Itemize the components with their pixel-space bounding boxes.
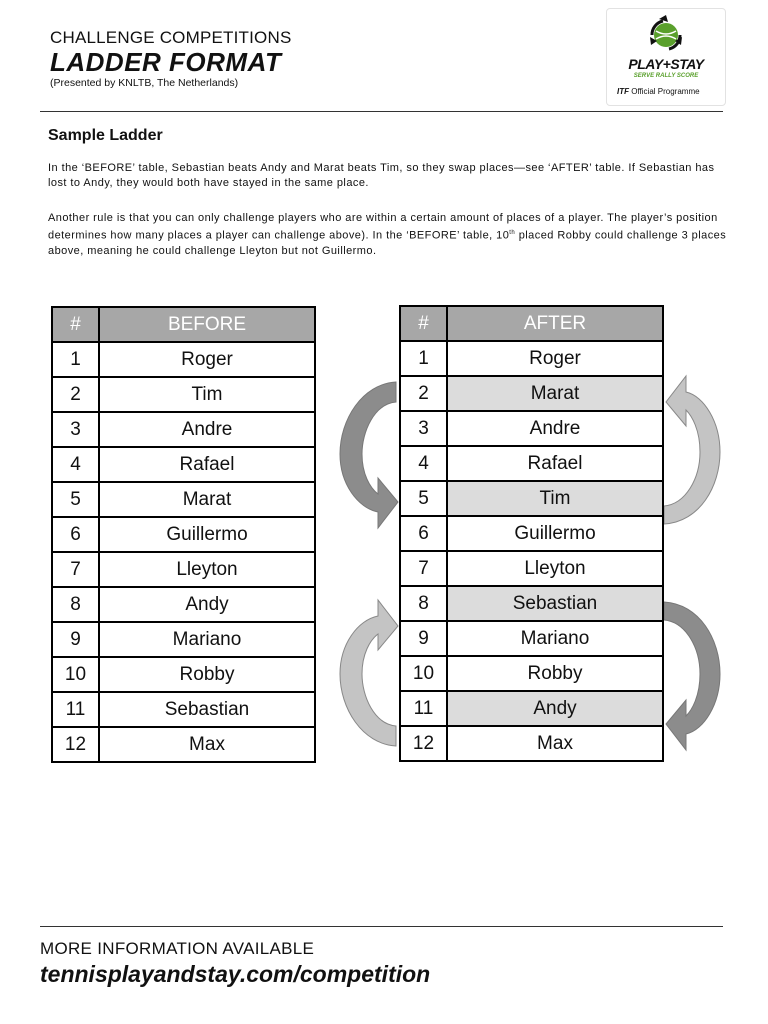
page-title: LADDER FORMAT xyxy=(50,47,282,77)
footer-url-link[interactable]: tennisplayandstay.com/competition xyxy=(40,961,431,987)
table-row xyxy=(52,447,315,482)
rank-cell: 10 xyxy=(52,657,99,692)
player-cell: Tim xyxy=(447,481,663,516)
player-cell: Max xyxy=(447,726,663,761)
player-cell: Marat xyxy=(447,376,663,411)
itf-official-programme xyxy=(617,87,700,96)
rank-cell: 8 xyxy=(52,587,99,622)
table-row xyxy=(52,482,315,517)
table-row xyxy=(400,691,663,726)
rank-cell: 4 xyxy=(400,446,447,481)
player-cell: Mariano xyxy=(99,622,315,657)
table-row xyxy=(52,622,315,657)
after-title-header: AFTER xyxy=(447,306,663,341)
rank-cell: 7 xyxy=(400,551,447,586)
table-row xyxy=(400,586,663,621)
table-row xyxy=(400,376,663,411)
table-row xyxy=(400,516,663,551)
swap-arrow-sebastian-up-icon xyxy=(338,588,400,748)
after-rank-header: # xyxy=(400,306,447,341)
rank-cell: 12 xyxy=(52,727,99,762)
rank-cell: 12 xyxy=(400,726,447,761)
table-row xyxy=(400,656,663,691)
player-cell: Sebastian xyxy=(447,586,663,621)
rank-cell: 9 xyxy=(400,621,447,656)
rank-cell: 8 xyxy=(400,586,447,621)
table-row xyxy=(52,587,315,622)
table-row xyxy=(52,552,315,587)
section-title: Sample Ladder xyxy=(48,127,163,144)
itf-mark: ITF xyxy=(617,87,629,96)
swap-arrow-marat-down-icon xyxy=(338,380,400,540)
presented-by: (Presented by KNLTB, The Netherlands) xyxy=(50,77,239,89)
rank-cell: 4 xyxy=(52,447,99,482)
table-row xyxy=(52,342,315,377)
player-cell: Andre xyxy=(447,411,663,446)
rank-cell: 1 xyxy=(400,341,447,376)
table-row xyxy=(52,657,315,692)
official-programme-label: Official Programme xyxy=(631,87,700,96)
rank-cell: 3 xyxy=(400,411,447,446)
rank-cell: 9 xyxy=(52,622,99,657)
rank-cell: 3 xyxy=(52,412,99,447)
player-cell: Guillermo xyxy=(99,517,315,552)
paragraph-challenge-rule xyxy=(48,211,728,259)
rank-cell: 11 xyxy=(52,692,99,727)
table-row xyxy=(400,726,663,761)
player-cell: Rafael xyxy=(99,447,315,482)
table-row xyxy=(400,551,663,586)
after-header-row xyxy=(400,306,663,341)
table-row xyxy=(52,692,315,727)
player-cell: Max xyxy=(99,727,315,762)
footer-divider xyxy=(40,926,723,927)
player-cell: Andy xyxy=(447,691,663,726)
player-cell: Marat xyxy=(99,482,315,517)
table-row xyxy=(400,411,663,446)
tennis-ball-arrows-icon xyxy=(607,9,725,59)
table-row xyxy=(400,621,663,656)
player-cell: Lleyton xyxy=(99,552,315,587)
player-cell: Robby xyxy=(447,656,663,691)
player-cell: Mariano xyxy=(447,621,663,656)
player-cell: Tim xyxy=(99,377,315,412)
rank-cell: 10 xyxy=(400,656,447,691)
player-cell: Rafael xyxy=(447,446,663,481)
rank-cell: 5 xyxy=(400,481,447,516)
before-header-row xyxy=(52,307,315,342)
rank-cell: 6 xyxy=(400,516,447,551)
paragraph-text-b: placed Robby could challenge 3 places above, meaning he could challenge Lleyton but not Guillermo. xyxy=(48,229,727,257)
player-cell: Andy xyxy=(99,587,315,622)
swap-arrow-tim-up-icon xyxy=(664,366,722,526)
player-cell: Lleyton xyxy=(447,551,663,586)
before-table xyxy=(51,306,316,763)
rank-cell: 7 xyxy=(52,552,99,587)
rank-cell: 5 xyxy=(52,482,99,517)
player-cell: Roger xyxy=(447,341,663,376)
player-cell: Sebastian xyxy=(99,692,315,727)
table-row xyxy=(52,412,315,447)
rank-cell: 2 xyxy=(52,377,99,412)
after-table xyxy=(399,305,664,762)
table-row xyxy=(52,727,315,762)
rank-cell: 2 xyxy=(400,376,447,411)
rank-cell: 11 xyxy=(400,691,447,726)
ordinal-suffix: th xyxy=(509,230,516,236)
table-row xyxy=(400,341,663,376)
table-row xyxy=(400,481,663,516)
rank-cell: 1 xyxy=(52,342,99,377)
player-cell: Guillermo xyxy=(447,516,663,551)
header-divider xyxy=(40,111,723,112)
before-rank-header: # xyxy=(52,307,99,342)
table-row xyxy=(400,446,663,481)
header-category: CHALLENGE COMPETITIONS xyxy=(50,28,292,47)
footer-info: MORE INFORMATION AVAILABLE xyxy=(40,939,315,958)
logo-wordmark: PLAY+STAY xyxy=(628,56,704,72)
play-and-stay-logo xyxy=(606,8,726,106)
player-cell: Roger xyxy=(99,342,315,377)
player-cell: Andre xyxy=(99,412,315,447)
logo-tagline: SERVE RALLY SCORE xyxy=(633,73,699,79)
paragraph-text-a: Another rule is that you can only challenge players who are within a certain amount of places of a player. The player’s position determines how many places a player can challenge above). In the ‘BEFORE’ table, 10 xyxy=(48,212,718,242)
paragraph-swap-rule: In the ‘BEFORE’ table, Sebastian beats Andy and Marat beats Tim, so they swap places—see ‘AFTER’ table. If Sebastian has lost to Andy, they would both have stayed in the same place. xyxy=(48,162,715,189)
player-cell: Robby xyxy=(99,657,315,692)
before-title-header: BEFORE xyxy=(99,307,315,342)
swap-arrow-andy-down-icon xyxy=(664,600,722,760)
rank-cell: 6 xyxy=(52,517,99,552)
table-row xyxy=(52,377,315,412)
table-row xyxy=(52,517,315,552)
